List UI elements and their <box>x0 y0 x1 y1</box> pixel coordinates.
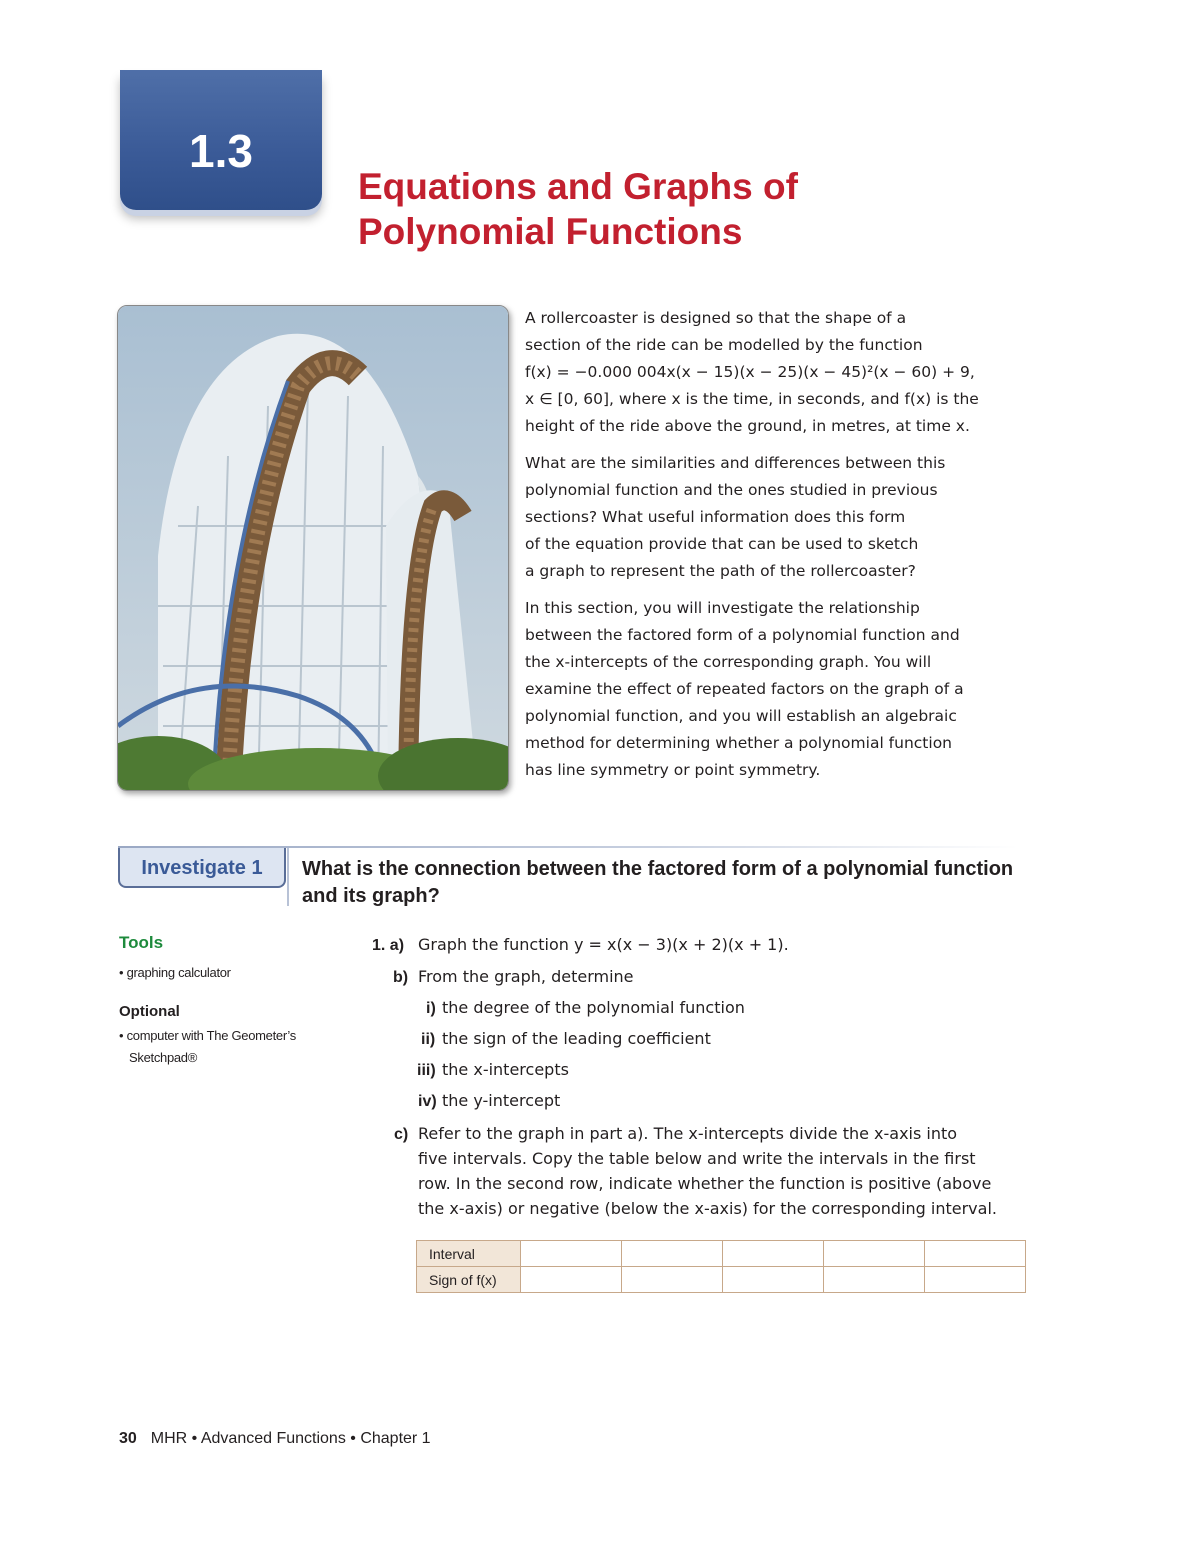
question-1b-iii: the x-intercepts <box>442 1060 569 1079</box>
tool-item-sketchpad-line2: Sketchpad® <box>129 1050 198 1065</box>
page-footer <box>119 1430 431 1448</box>
question-1b-iv-label: iv) <box>418 1093 437 1110</box>
optional-heading: Optional <box>119 1003 180 1020</box>
intro-paragraph-3: In this section, you will investigate the relationship between the factored form of a polynomial function and the x-intercepts of the corresponding graph. You will examine the effect of repeated factors on the graph of a polynomial function, and you will establish an algebraic method for determining whether a polynomial function has line symmetry or point symmetry. <box>525 599 964 779</box>
table-cell <box>622 1267 723 1293</box>
tool-item-graphing-calculator: • graphing calculator <box>119 965 231 980</box>
question-1b-label: b) <box>393 969 409 986</box>
question-1b: From the graph, determine <box>418 967 634 986</box>
table-cell <box>622 1241 723 1267</box>
question-1c: Refer to the graph in part a). The x-intercepts divide the x-axis into five intervals. Copy the table below and write the intervals in the first row. In the second row, indicate whether the function is positive (above the x-axis) or negative (below the x-axis) for the corresponding interval. <box>418 1124 997 1218</box>
rollercoaster-photo <box>117 305 509 791</box>
table-cell <box>824 1267 925 1293</box>
question-1b-iv: the y-intercept <box>442 1091 561 1110</box>
question-1a: Graph the function y = x(x − 3)(x + 2)(x + 1). <box>418 935 789 954</box>
question-1b-i-label: i) <box>426 1000 436 1017</box>
table-cell <box>723 1267 824 1293</box>
question-1c-label: c) <box>394 1126 409 1143</box>
intro-text <box>525 305 1035 794</box>
question-1b-ii: the sign of the leading coefficient <box>442 1029 711 1048</box>
question-1b-ii-label: ii) <box>421 1031 436 1048</box>
section-tab <box>120 70 322 210</box>
table-cell <box>824 1241 925 1267</box>
question-1b-i: the degree of the polynomial function <box>442 998 745 1017</box>
table-row-label-interval: Interval <box>417 1241 521 1267</box>
question-1b-iii-label: iii) <box>417 1062 436 1079</box>
page-number: 30 <box>119 1430 137 1447</box>
table-row-label-sign: Sign of f(x) <box>417 1267 521 1293</box>
investigate-divider <box>287 848 289 906</box>
tools-heading: Tools <box>119 933 164 952</box>
table-cell <box>521 1241 622 1267</box>
tool-item-sketchpad-line1: • computer with The Geometer’s <box>119 1028 296 1043</box>
section-number: 1.3 <box>189 125 253 177</box>
table-cell <box>723 1241 824 1267</box>
intro-paragraph-1: A rollercoaster is designed so that the shape of a section of the ride can be modelled by the function f(x) = −0.000 004x(x − 15)(x − 25)(x − 45)²(x − 60) + 9, x ∈ [0, 60], where x is the time, in seconds, and f(x) is the height of the ride above the ground, in metres, at time x. <box>525 309 979 435</box>
table-row <box>417 1241 1026 1267</box>
table-row <box>417 1267 1026 1293</box>
investigate-question: What is the connection between the factored form of a polynomial function and its graph? <box>302 858 1014 907</box>
table-cell <box>925 1241 1026 1267</box>
footer-text: MHR • Advanced Functions • Chapter 1 <box>150 1430 431 1447</box>
question-1a-label: 1. a) <box>372 937 405 954</box>
page-title: Equations and Graphs of Polynomial Functions <box>358 166 798 252</box>
investigate-tab: Investigate 1 <box>118 848 286 888</box>
intro-paragraph-2: What are the similarities and differences between this polynomial function and the ones studied in previous sections? What useful information does this form of the equation provide that can be used to sketch a graph to represent the path of the rollercoaster? <box>525 454 946 580</box>
table-cell <box>521 1267 622 1293</box>
table-cell <box>925 1267 1026 1293</box>
interval-table <box>416 1240 1026 1293</box>
